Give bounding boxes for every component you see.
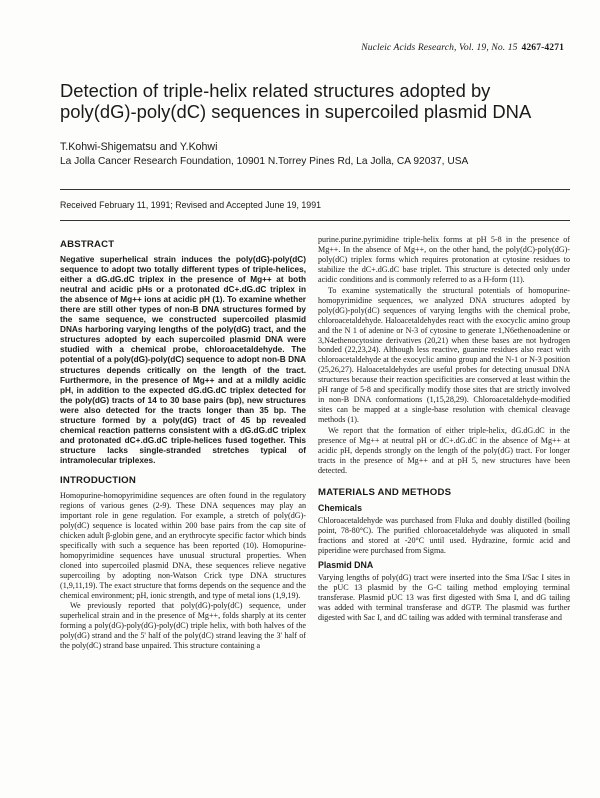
left-column [60,235,306,652]
body-paragraph: We report that the formation of either triple-helix, dG.dG.dC in the presence of Mg++ at neutral pH or dC+.dG.dC in the absence of Mg++ at acidic pH, depends strongly on the length of the poly(dG) tract. For longer tracts in the presence of Mg++ and at pH 5, new structures have been detected. [318,426,570,475]
received-dates: Received February 11, 1991; Revised and Accepted June 19, 1991 [60,200,321,210]
body-paragraph: purine.purine.pyrimidine triple-helix forms at pH 5-8 in the presence of Mg++. In the absence of Mg++, on the other hand, the poly(dC)-poly(dG)-poly(dC) triplex forms which requires protonation at cytosine residues to stabilize the dC+.dG.dC base triplet. This structure is detected only under acidic conditions and is commonly referred to as a H-form (11). [318,235,570,284]
chemicals-subheading: Chemicals [318,502,363,513]
article-authors: T.Kohwi-Shigematsu and Y.Kohwi [60,141,218,153]
introduction-heading: INTRODUCTION [60,474,136,486]
page-range: 4267-4271 [521,42,564,53]
abstract-heading: ABSTRACT [60,239,115,250]
plasmid-paragraph: Varying lengths of poly(dG) tract were inserted into the Sma I/Sac I sites in the pUC 13 plasmid by the G-C tailing method employing terminal transferase. Plasmid pUC 13 was first digested with Sma I, and dG tailing was added with terminal transferase and dGTP. The plasmid was further digested with Sac I, and dC tailing was added with terminal transferase and [318,572,570,622]
introduction-paragraph: Homopurine-homopyrimidine sequences are often found in the regulatory regions of various genes (2-9). These DNA sequences may play an important role in gene regulation. For example, a stretch of poly(dG)-poly(dC) sequence is located within 200 base pairs from the cap site of chicken adult β-globin gene, and an erythrocyte specific factor which binds specifically with such a sequence has been reported (10). Homopurine-homopyrimidine sequences have unusual structural properties. When cloned into supercoiled plasmid DNA, these sequences relieve negative supercoiling by adopting non-Watson Crick type DNA structures (1,9,11,19). The exact structure that forms depends on the sequence and the chemical environment; pH, ionic strength, and type of metal ions (1,9,19). [60,490,306,600]
journal-citation [361,42,564,53]
plasmid-subheading: Plasmid DNA [318,559,374,570]
article-title: Detection of triple-helix related structures adopted by poly(dG)-poly(dC) sequences in supercoiled plasmid DNA [60,80,532,122]
header-divider-top [60,189,570,190]
author-affiliation: La Jolla Cancer Research Foundation, 10901 N.Torrey Pines Rd, La Jolla, CA 92037, USA [60,156,469,167]
methods-heading: MATERIALS AND METHODS [318,486,452,498]
body-paragraph: To examine systematically the structural potentials of homopurine-homopyrimidine sequences, we analyzed DNA structures adopted by poly(dG)-poly(dC) sequences of varying lengths with the chemical probe, chloroacetaldehyde. Haloacetaldehydes react with the exocyclic amino group and the N 1 of adenine or N-3 of cytosine to generate 1,N6ethenoadenine or 3,N4ethenocytosine derivatives (20,21) when these bases are not hydrogen bonded (22,23,24). Although less reactive, guanine residues also react with chloroacetaldehyde at the exocyclic amino group and the N-1 or N-3 position (25,26,27). Haloacetaldehydes are useful probes for detecting unusual DNA structures because their reaction specificities are conserved at least within the pH range of 5-8 and specifically modify those sites that are strictly involved in non-B DNA conformations (1,15,28,29). Chloroacetaldehyde-modified sites can be mapped at a single-base resolution with chemical cleavage methods (1). [318,285,570,425]
journal-name: Nucleic Acids Research, Vol. 19, No. 15 [361,42,518,53]
header-divider-bottom [60,220,570,221]
introduction-paragraph: We previously reported that poly(dG)-poly(dC) sequence, under superhelical strain and in the presence of Mg++, folds sharply at its center forming a poly(dG)-poly(dG)-poly(dC) triple helix, with both halves of the poly(dG) strand and the 5' half of the poly(dC) strand leaving the 3' half of the poly(dC) strand base unpaired. This structure containing a [60,601,306,651]
right-column [318,235,570,623]
chemicals-paragraph: Chloroacetaldehyde was purchased from Fluka and doubly distilled (boiling point, 78-80°C). The purified chloroacetaldehyde was aliquoted in small fractions and stored at -20°C until used. Hydrazine, formic acid and piperidine were purchased from Sigma. [318,515,570,555]
abstract-text: Negative superhelical strain induces the poly(dG)-poly(dC) sequence to adopt two totally different types of triple-helices, either a dG.dG.dC triplex in the presence of Mg++ at both neutral and acidic pHs or a protonated dC+.dG.dC triplex in the absence of Mg++ ions at acidic pH (1). To examine whether there are still other types of non-B DNA structures formed by the same sequence, we constructed supercoiled plasmid DNAs harboring varying lengths of the poly(dG) tract, and the structures adopted by each supercoiled plasmid DNA were studied with a chemical probe, chloroacetaldehyde. The potential of a poly(dG)-poly(dC) sequence to adopt non-B DNA structures depends critically on the length of the tract. Furthermore, in the presence of Mg++ and at a mildly acidic pH, in addition to the expected dG.dG.dC triplex detected for the poly(dG) tracts of 14 to 30 base pairs (bp), new structures were also detected for the tracts longer than 35 bp. The structure formed by a poly(dG) tract of 45 bp revealed chemical reaction patterns consistent with a dG.dG.dC triplex and protonated dC+.dG.dC triple-helices fused together. This structure lacks single-stranded stretches typical of intramolecular triplexes. [60,255,306,465]
